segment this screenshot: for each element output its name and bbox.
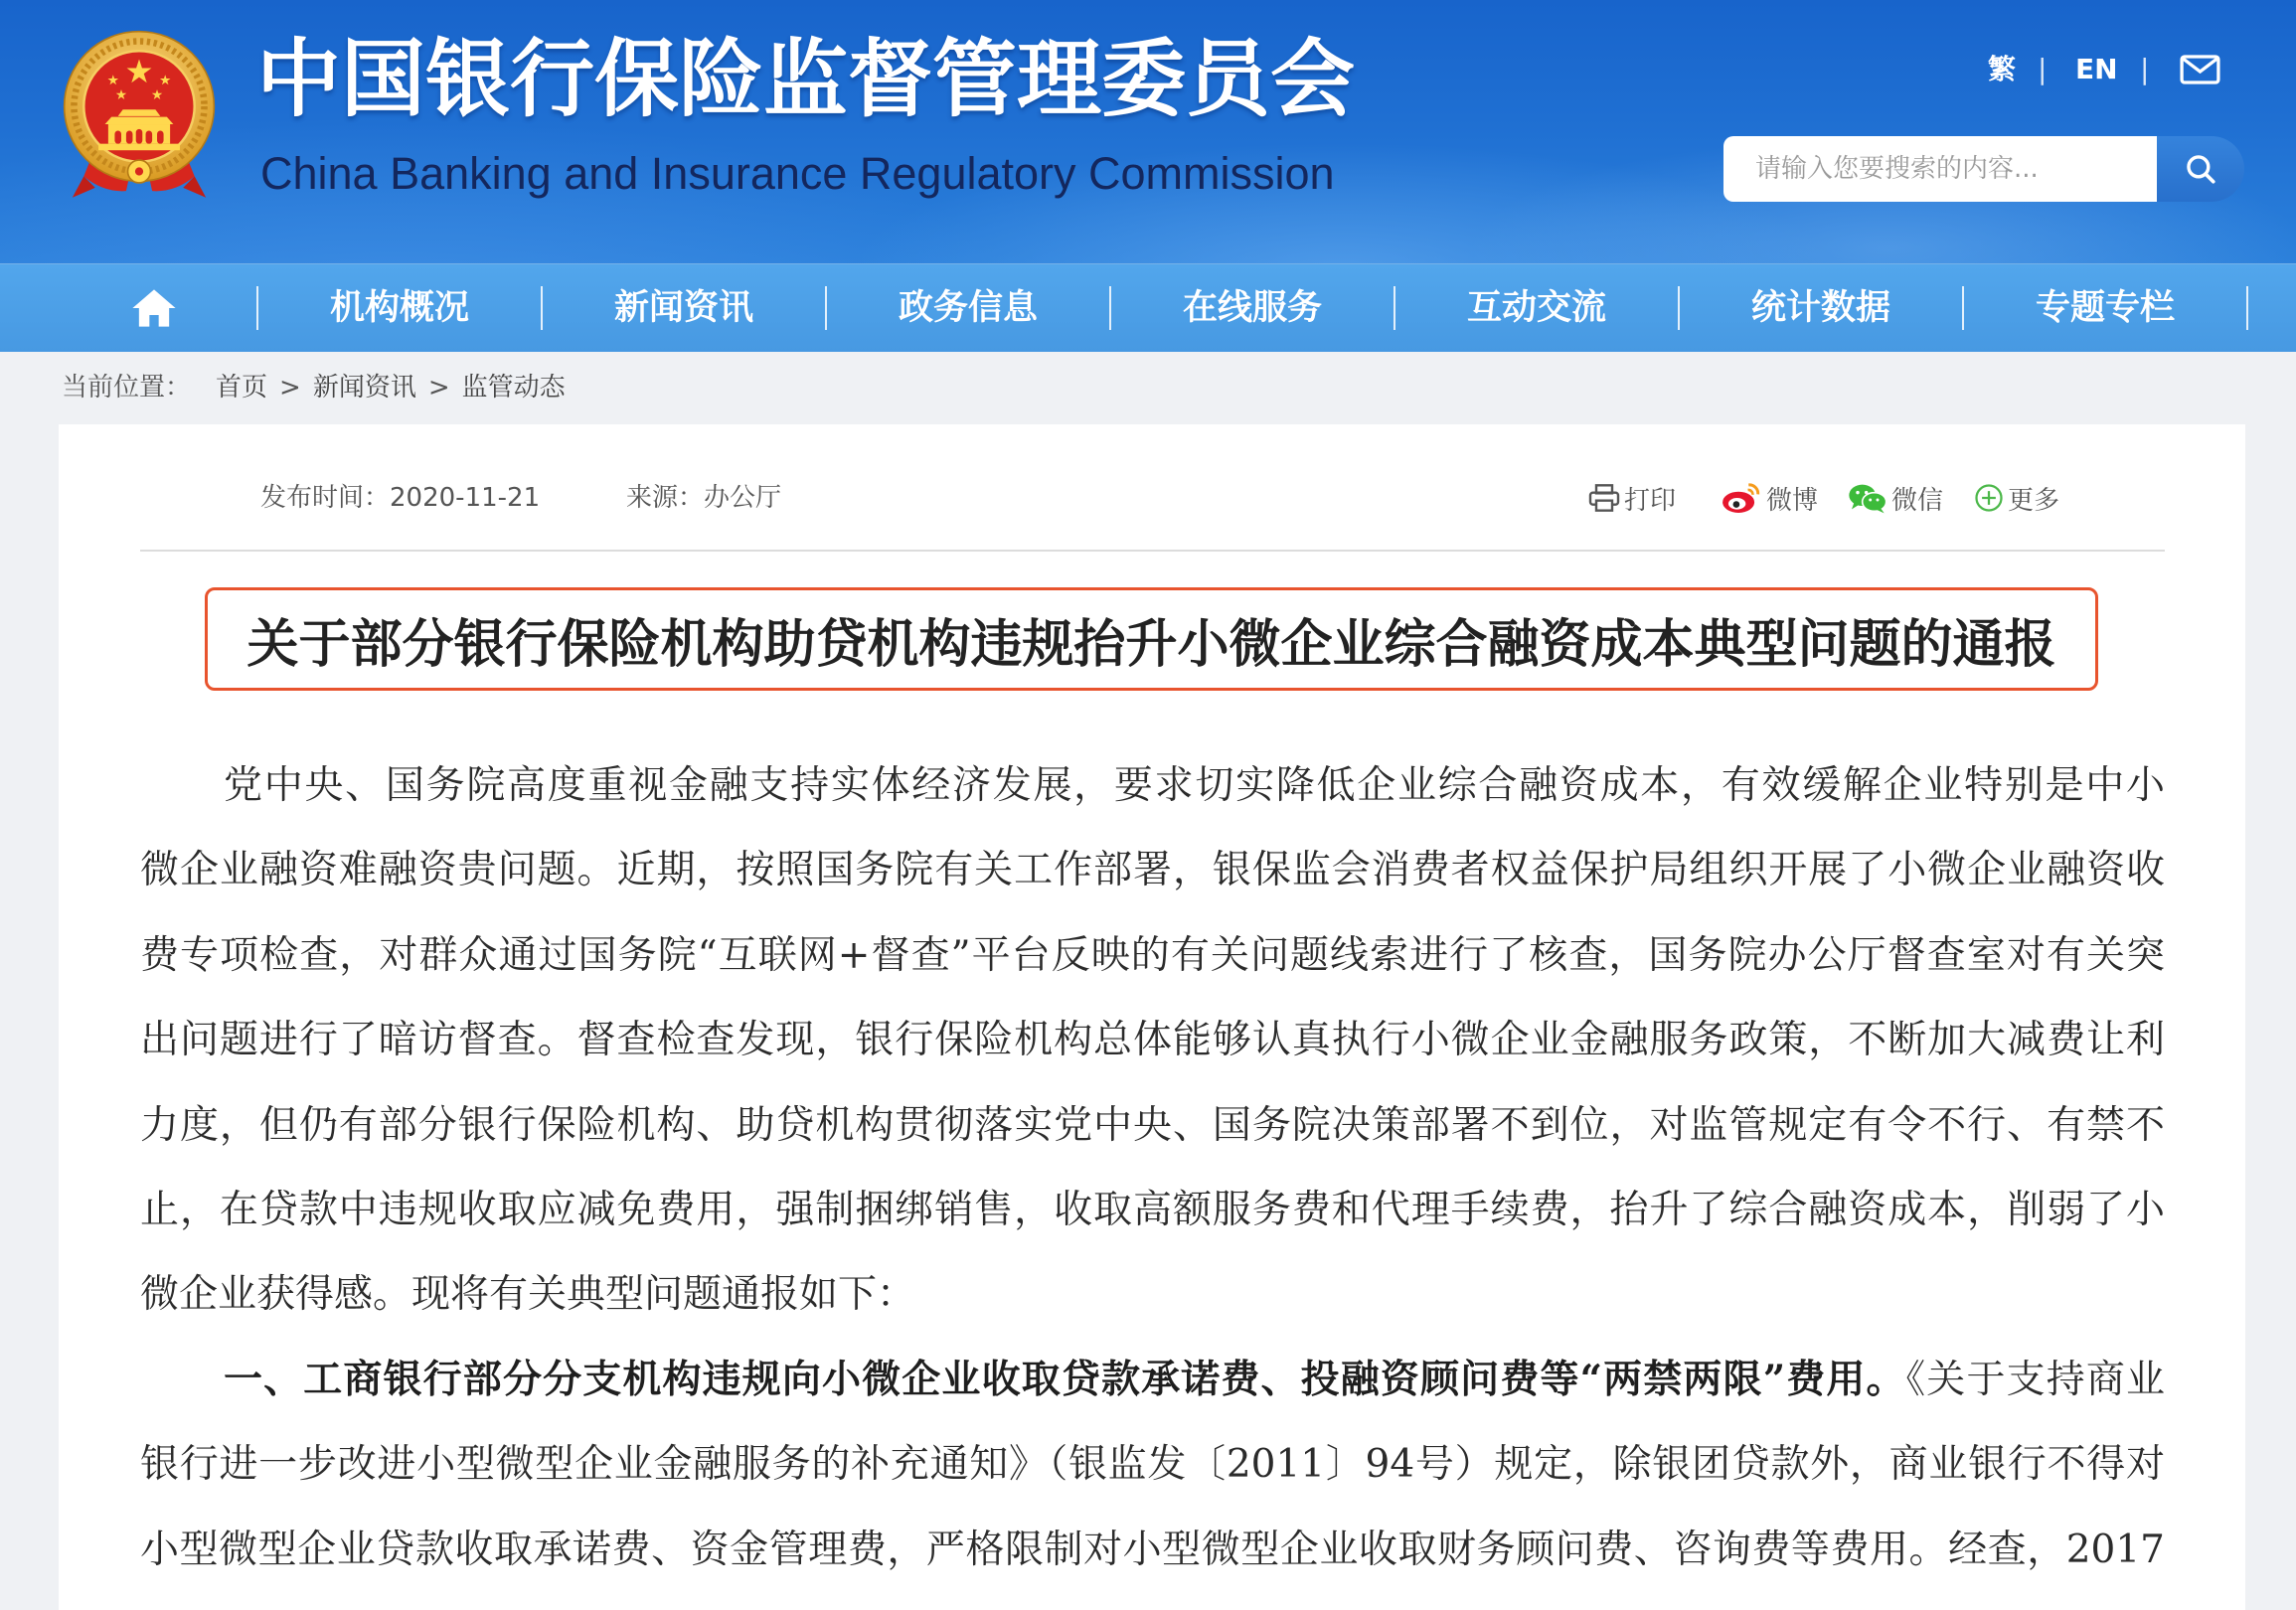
breadcrumb-label: 当前位置：	[62, 373, 192, 402]
body-line: 止，在贷款中违规收取应减免费用，强制捆绑销售，收取高额服务费和代理手续费，抬升了综合融资成本，削弱了小	[140, 1187, 2165, 1232]
source-label: 来源：	[626, 483, 705, 513]
nav-item-special-topics[interactable]: 专题专栏	[2035, 288, 2175, 328]
body-line: 力度，但仍有部分银行保险机构、助贷机构贯彻落实党中央、国务院决策部署不到位，对监管规定有令不行、有禁不	[140, 1102, 2165, 1148]
more-icon	[1974, 483, 2004, 513]
section-heading: 一、工商银行部分分支机构违规向小微企业收取贷款承诺费、投融资顾问费等“两禁两限”费用。	[224, 1356, 1906, 1402]
article-body	[140, 743, 2165, 1592]
weibo-label: 微博	[1766, 485, 1819, 516]
share-more-button[interactable]	[1974, 476, 2059, 520]
nav-item-statistics[interactable]: 统计数据	[1750, 288, 1890, 328]
mail-icon[interactable]	[2180, 55, 2220, 84]
body-line	[140, 1338, 2165, 1422]
more-label: 更多	[2008, 485, 2060, 516]
search-button[interactable]	[2157, 136, 2244, 202]
site-title-english: China Banking and Insurance Regulatory Commission	[260, 148, 1335, 199]
body-line-text: 《关于支持商业	[1905, 1357, 2165, 1402]
body-line: 银行进一步改进小型微型企业金融服务的补充通知》（银监发〔2011〕94号）规定，除银团贷款外，商业银行不得对	[140, 1442, 2165, 1488]
main-nav	[0, 263, 2296, 352]
article-title: 关于部分银行保险机构助贷机构违规抬升小微企业综合融资成本典型问题的通报	[246, 614, 2056, 675]
body-line: 小型微型企业贷款收取承诺费、资金管理费，严格限制对小型微型企业收取财务顾问费、咨询费等费用。经查，2017	[140, 1527, 2165, 1572]
nav-item-government-info[interactable]: 政务信息	[898, 288, 1038, 328]
body-line: 微企业融资难融资贵问题。近期，按照国务院有关工作部署，银保监会消费者权益保护局组织开展了小微企业融资收	[140, 848, 2165, 893]
top-link-separator: |	[2038, 53, 2048, 85]
english-version-link[interactable]: EN	[2075, 53, 2118, 85]
publish-info	[260, 480, 540, 516]
top-link-separator: |	[2140, 53, 2150, 85]
breadcrumb	[62, 368, 566, 407]
body-line: 费专项检查，对群众通过国务院“互联网+督查”平台反映的有关问题线索进行了核查，国务院办公厅督查室对有关突	[140, 932, 2165, 978]
nav-separator	[2246, 286, 2248, 330]
print-label: 打印	[1624, 485, 1677, 516]
article-card	[59, 424, 2245, 1610]
breadcrumb-item-regulatory-updates[interactable]: 监管动态	[461, 373, 566, 402]
weibo-icon	[1721, 482, 1762, 514]
main-nav-items	[52, 264, 2248, 352]
wechat-icon	[1848, 482, 1887, 514]
article-title-box	[205, 587, 2098, 691]
breadcrumb-item-news[interactable]: 新闻资讯	[312, 373, 416, 402]
site-header	[0, 0, 2296, 263]
body-line: 出问题进行了暗访督查。督查检查发现，银行保险机构总体能够认真执行小微企业金融服务政策，不断加大减费让利	[140, 1018, 2165, 1063]
home-icon	[129, 287, 179, 329]
breadcrumb-item-home[interactable]: 首页	[216, 373, 268, 402]
national-emblem-icon	[58, 30, 221, 201]
body-line: 党中央、国务院高度重视金融支持实体经济发展，要求切实降低企业综合融资成本，有效缓解企业特别是中小	[224, 763, 2165, 808]
publish-date: 2020-11-21	[390, 483, 541, 513]
print-icon	[1588, 483, 1620, 513]
breadcrumb-separator: >	[427, 373, 450, 402]
site-logo-link[interactable]	[50, 24, 1382, 213]
nav-item-interaction[interactable]: 互动交流	[1466, 288, 1606, 328]
share-wechat-button[interactable]	[1848, 476, 1943, 520]
print-button[interactable]	[1588, 476, 1676, 520]
body-line: 微企业获得感。现将有关典型问题通报如下：	[140, 1272, 916, 1318]
traditional-chinese-link[interactable]: 繁	[1988, 53, 2017, 85]
search-icon	[2184, 152, 2217, 186]
nav-home[interactable]	[52, 264, 256, 352]
source-value: 办公厅	[704, 483, 782, 513]
wechat-label: 微信	[1891, 485, 1944, 516]
search-input[interactable]	[1723, 136, 2157, 202]
site-title-chinese: 中国银行保险监督管理委员会	[256, 31, 1356, 129]
publish-label: 发布时间：	[260, 483, 391, 513]
share-weibo-button[interactable]	[1721, 476, 1818, 520]
source-info	[626, 480, 781, 516]
nav-item-institution-overview[interactable]: 机构概况	[329, 288, 469, 328]
nav-item-online-services[interactable]: 在线服务	[1182, 288, 1322, 328]
breadcrumb-separator: >	[279, 373, 301, 402]
nav-item-news[interactable]: 新闻资讯	[613, 288, 753, 328]
meta-divider	[140, 550, 2165, 552]
